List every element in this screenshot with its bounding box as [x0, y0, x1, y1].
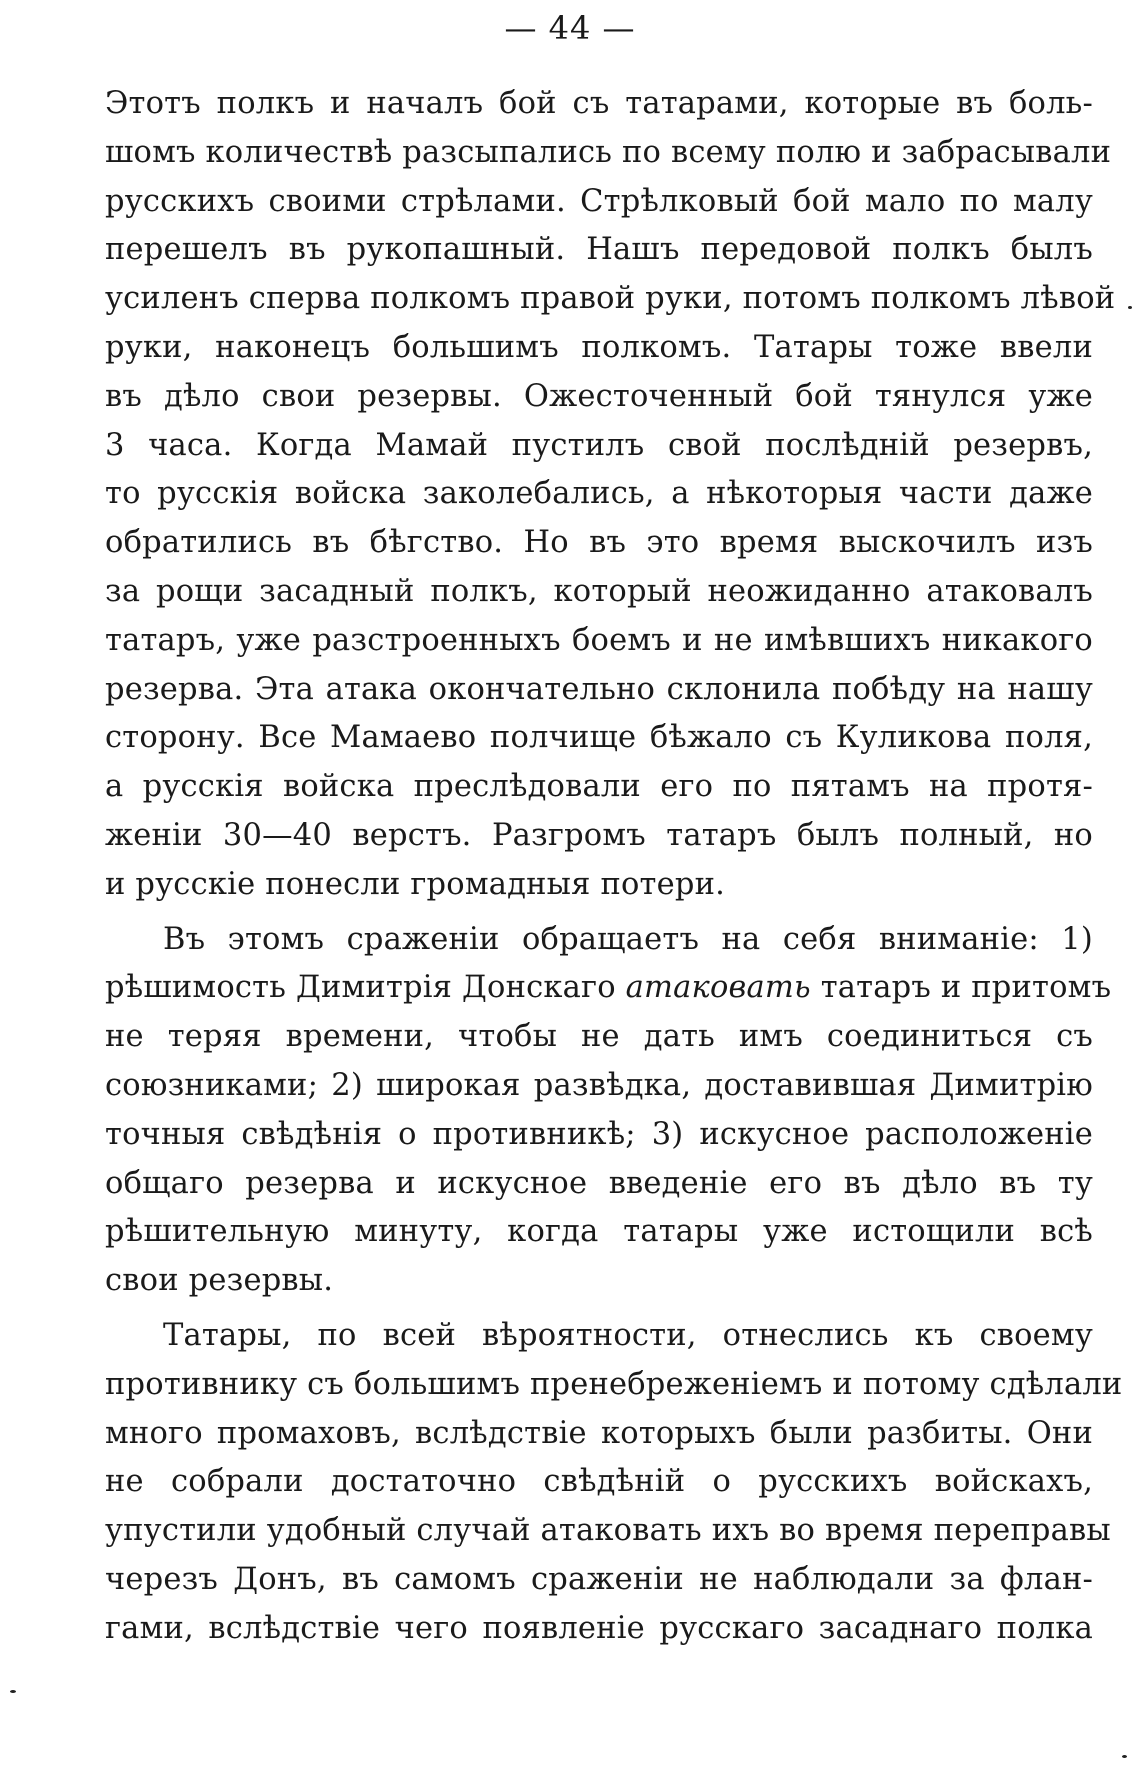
- text-line: общаго резерва и искусное введеніе его въ дѣло въ ту: [105, 1165, 1093, 1201]
- text-line: въ дѣло свои резервы. Ожесточенный бой тянулся уже: [105, 378, 1093, 414]
- text-line: союзниками; 2) широкая развѣдка, доставившая Димитрію: [105, 1067, 1093, 1103]
- text-line: обратились въ бѣгство. Но въ это время выскочилъ изъ: [105, 525, 1093, 561]
- text-line: женіи 30—40 верстъ. Разгромъ татаръ былъ полный, но: [105, 817, 1093, 853]
- paragraph-1: [105, 80, 1116, 910]
- text-line: рѣшительную минуту, когда татары уже истощили всѣ: [105, 1214, 1093, 1250]
- text-line: упустили удобный случай атаковать ихъ во время переправы: [105, 1513, 1111, 1549]
- text-line: много промаховъ, вслѣдствіе которыхъ были разбиты. Они: [105, 1415, 1093, 1451]
- text-line: сторону. Все Мамаево полчище бѣжало съ Куликова поля,: [105, 720, 1093, 756]
- page-number: — 44 —: [504, 9, 636, 47]
- text-line: перешелъ въ рукопашный. Нашъ передовой полкъ былъ: [105, 232, 1093, 268]
- scan-speck: [10, 1690, 16, 1693]
- text-line: русскихъ своими стрѣлами. Стрѣлковый бой мало по малу: [105, 183, 1093, 219]
- text-line: гами, вслѣдствіе чего появленіе русскаго засаднаго полка: [105, 1610, 1093, 1646]
- text-line: 3 часа. Когда Мамай пустилъ свой послѣдній резервъ,: [105, 427, 1093, 463]
- text-line: черезъ Донъ, въ самомъ сраженіи не наблюдали за флан-: [105, 1561, 1093, 1597]
- text-line: усиленъ сперва полкомъ правой руки, потомъ полкомъ лѣвой: [105, 281, 1116, 317]
- text-line: резерва. Эта атака окончательно склонила побѣду на нашу: [105, 671, 1093, 707]
- text-line: свои резервы.: [105, 1263, 334, 1299]
- paragraph-2: [105, 916, 1112, 1306]
- text-line: [105, 964, 1112, 1013]
- text-line: не теряя времени, чтобы не дать имъ соединиться съ: [105, 1019, 1093, 1055]
- emphasis-text: атаковать: [625, 970, 811, 1006]
- scan-speck: [1122, 1755, 1127, 1758]
- scan-speck: [1128, 306, 1132, 309]
- text-line: Въ этомъ сраженіи обращаетъ на себя вниманіе: 1): [163, 921, 1093, 957]
- text-line: а русскія войска преслѣдовали его по пятамъ на протя-: [105, 769, 1093, 805]
- text-line: Этотъ полкъ и началъ бой съ татарами, которые въ боль-: [105, 86, 1093, 121]
- text-line: точныя свѣдѣнія о противникѣ; 3) искусное расположеніе: [105, 1116, 1093, 1152]
- text-line: за рощи засадный полкъ, который неожиданно атаковалъ: [105, 573, 1093, 609]
- text-line: Татары, по всей вѣроятности, отнеслись къ своему: [163, 1317, 1093, 1353]
- text-segment: татаръ и притомъ: [810, 970, 1112, 1006]
- text-line: противнику съ большимъ пренебреженіемъ и потому сдѣлали: [105, 1366, 1123, 1402]
- text-line: то русскія войска заколебались, а нѣкоторыя части даже: [105, 476, 1093, 512]
- text-line: шомъ количествѣ разсыпались по всему полю и забрасывали: [105, 134, 1112, 170]
- text-segment: рѣшимость Димитрія Донскаго: [105, 970, 626, 1006]
- text-line: руки, наконецъ большимъ полкомъ. Татары тоже ввели: [105, 329, 1093, 365]
- text-line: не собрали достаточно свѣдѣній о русскихъ войскахъ,: [105, 1464, 1093, 1500]
- paragraph-3: [105, 1312, 1123, 1654]
- body-text: [105, 80, 1123, 1654]
- text-line: татаръ, уже разстроенныхъ боемъ и не имѣвшихъ никакого: [105, 622, 1093, 658]
- text-line: и русскіе понесли громадныя потери.: [105, 866, 726, 902]
